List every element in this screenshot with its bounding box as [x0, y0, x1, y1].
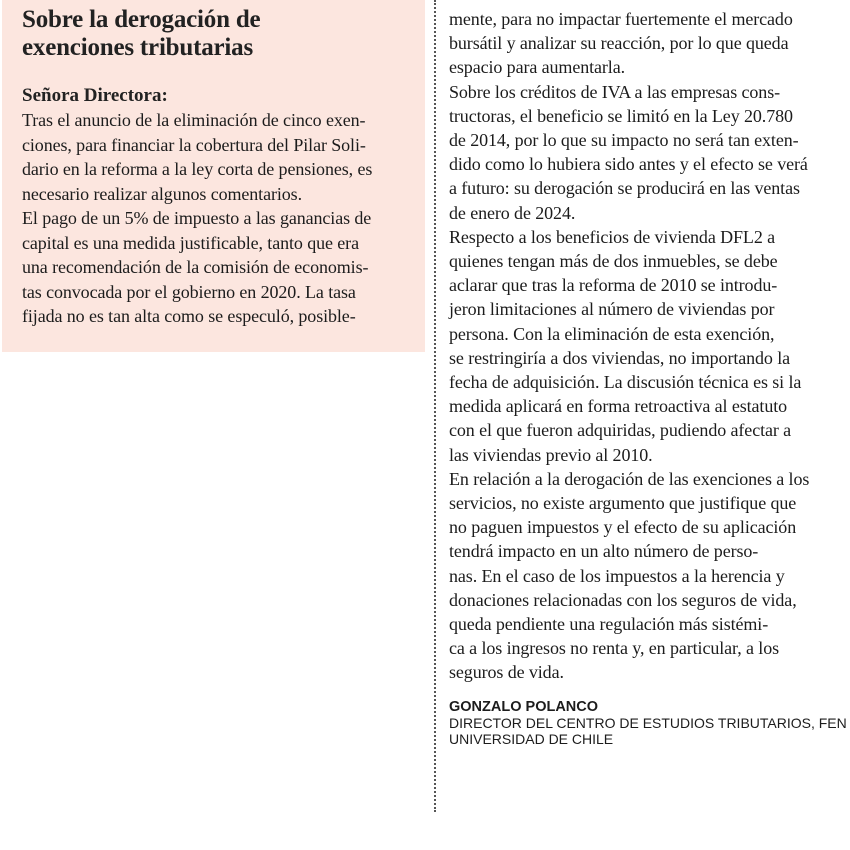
- letter-intro-box: [2, 0, 425, 352]
- salutation: Señora Directora:: [22, 85, 168, 106]
- right-column: [449, 7, 847, 747]
- signature-block: [449, 699, 847, 747]
- paragraph: Sobre los créditos de IVA a las empresas cons- tructoras, el beneficio se limitó en la Ley 20.780 de 2014, por lo que su impacto no será tan exten- dido como lo hubiera sido antes y el efecto se verá a futuro: su derogación se producirá en las ventas de enero de 2024.: [449, 81, 808, 223]
- column-divider: [434, 0, 436, 812]
- paragraph: mente, para no impactar fuertemente el mercado bursátil y analizar su reacción, por lo que queda espacio para aumentarla.: [449, 9, 793, 78]
- left-column-text: [22, 108, 424, 329]
- author-role: DIRECTOR DEL CENTRO DE ESTUDIOS TRIBUTARIOS, FEN UNIVERSIDAD DE CHILE: [449, 714, 847, 747]
- author-name: GONZALO POLANCO: [449, 698, 599, 715]
- paragraph: El pago de un 5% de impuesto a las ganancias de capital es una medida justificable, tanto que era una recomendación de la comisión de economis- tas convocada por el gobierno en 2020. La tasa fijada no es tan alta como se especuló, posible-: [22, 208, 372, 326]
- paragraph: Respecto a los beneficios de vivienda DFL2 a quienes tengan más de dos inmuebles, se debe aclarar que tras la reforma de 2010 se introdu- jeron limitaciones al número de viviendas por persona. Con la eliminación de esta exención, se restringiría a dos viviendas, no importando la fecha de adquisición. La discusión técnica es si la medida aplicará en forma retroactiva al estatuto con el que fueron adquiridas, pudiendo afectar a las viviendas previo al 2010.: [449, 226, 802, 465]
- right-column-text: [449, 7, 847, 685]
- paragraph: En relación a la derogación de las exenciones a los servicios, no existe argumento que justifique que no paguen impuestos y el efecto de su aplicación tendrá impacto en un alto número de perso- nas. En el caso de los impuestos a la herencia y donaciones relacionadas con los seguros de vida, queda pendiente una regulación más sistémi- ca a los ingresos no renta y, en particular, a los seguros de vida.: [449, 468, 810, 683]
- paragraph: Tras el anuncio de la eliminación de cinco exen- ciones, para financiar la cobertura del Pilar Soli- dario en la reforma a la ley corta de pensiones, es necesario realizar algunos comentarios.: [22, 110, 373, 204]
- letter-title: Sobre la derogación de exenciones tributarias: [22, 6, 261, 61]
